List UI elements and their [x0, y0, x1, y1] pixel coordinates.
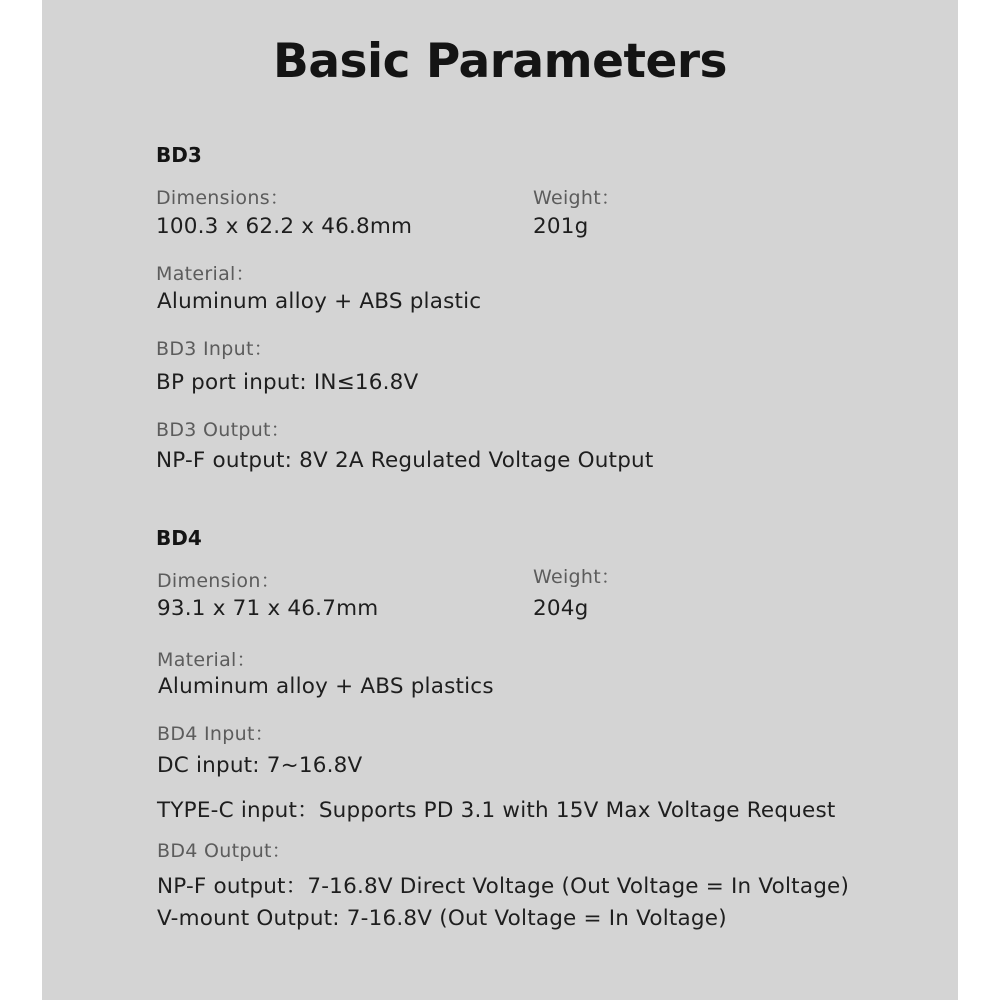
bd3-weight-value: 201g: [533, 214, 589, 239]
bd4-dimension-label: Dimension：: [157, 570, 280, 592]
bd4-material-value: Aluminum alloy + ABS plastics: [158, 674, 494, 699]
bd4-output-vmount: V-mount Output: 7-16.8V (Out Voltage = In Voltage): [157, 906, 727, 931]
parameters-panel: [42, 0, 958, 1000]
bd3-input-value: BP port input: IN≤16.8V: [156, 370, 419, 395]
bd3-dimensions-value: 100.3 x 62.2 x 46.8mm: [156, 214, 413, 239]
bd4-weight-value: 204g: [533, 596, 589, 621]
bd3-input-label: BD3 Input：: [156, 338, 273, 360]
bd3-output-label: BD3 Output：: [156, 419, 291, 441]
bd3-dimensions-label: Dimensions：: [156, 187, 290, 209]
page-title: Basic Parameters: [273, 34, 727, 89]
bd4-input-label: BD4 Input：: [157, 723, 274, 745]
bd4-weight-label: Weight：: [533, 566, 621, 588]
bd3-output-value: NP-F output: 8V 2A Regulated Voltage Output: [156, 448, 654, 473]
bd3-heading: BD3: [156, 143, 202, 167]
bd4-input-dc: DC input: 7~16.8V: [157, 753, 363, 778]
bd4-heading: BD4: [156, 526, 202, 550]
bd4-input-type-c: TYPE-C input：Supports PD 3.1 with 15V Max Voltage Request: [157, 798, 836, 823]
bd4-output-label: BD4 Output：: [157, 840, 292, 862]
bd3-material-value: Aluminum alloy + ABS plastic: [157, 289, 482, 314]
bd3-material-label: Material：: [156, 263, 255, 285]
bd4-dimension-value: 93.1 x 71 x 46.7mm: [157, 596, 379, 621]
bd3-weight-label: Weight：: [533, 187, 621, 209]
bd4-material-label: Material：: [157, 649, 256, 671]
bd4-output-npf: NP-F output：7-16.8V Direct Voltage (Out Voltage = In Voltage): [157, 874, 850, 899]
